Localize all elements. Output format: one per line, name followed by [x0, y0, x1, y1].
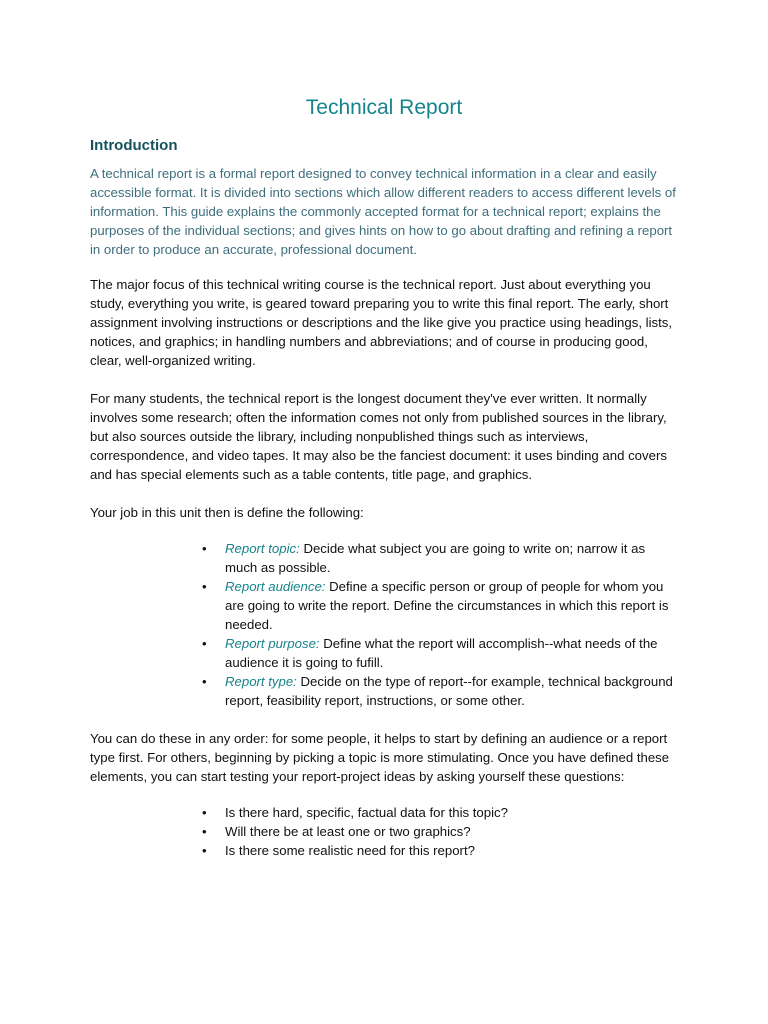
define-list — [90, 539, 678, 710]
list-item-text: Decide on the type of report--for example, technical background report, feasibility report, instructions, or some other. — [225, 674, 673, 708]
list-item — [202, 841, 678, 860]
body-paragraph-2: For many students, the technical report is the longest document they've ever written. It normally involves some research; often the information comes not only from published sources in the library, but also sources outside the library, including nonpublished things such as interviews, correspondence, and video tapes. It may also be the fanciest document: it uses binding and covers and has special elements such as a table contents, title page, and graphics. — [90, 391, 667, 482]
list-item — [202, 822, 678, 841]
list-item-term: Report audience: — [225, 579, 326, 594]
bullet-icon: • — [202, 805, 207, 820]
questions-list — [90, 803, 678, 860]
list-item — [202, 672, 678, 710]
body-paragraph-1: The major focus of this technical writing course is the technical report. Just about everything you study, everything you write, is geared toward preparing you to write this final report. The early, short assignment involving instructions or descriptions and the like give you practice using headings, lists, notices, and graphics; in handling numbers and abbreviations; and of course in producing good, clear, well-organized writing. — [90, 277, 673, 368]
bullet-icon: • — [202, 674, 207, 689]
bullet-icon: • — [202, 579, 207, 594]
list-item — [202, 539, 678, 577]
list-item-text: Define a specific person or group of people for whom you are going to write the report. Define the circumstances in which this report is needed. — [225, 579, 669, 632]
question-text: Is there some realistic need for this report? — [225, 843, 475, 858]
body-paragraph-4: You can do these in any order: for some people, it helps to start by defining an audience or a report type first. For others, beginning by picking a topic is more stimulating. Once you have defined these elements, you can start testing your report-project ideas by asking yourself these questions: — [90, 731, 670, 784]
question-text: Will there be at least one or two graphics? — [225, 824, 471, 839]
bullet-icon: • — [202, 541, 207, 556]
list-item-text: Define what the report will accomplish--what needs of the audience it is going to fufill. — [225, 636, 658, 670]
list-item — [202, 577, 678, 634]
section-heading: Introduction — [90, 137, 178, 154]
list-item-term: Report type: — [225, 674, 297, 689]
list-item-term: Report topic: — [225, 541, 300, 556]
bullet-icon: • — [202, 824, 207, 839]
bullet-icon: • — [202, 843, 207, 858]
list-item-text: Decide what subject you are going to write on; narrow it as much as possible. — [225, 541, 646, 575]
list-item-term: Report purpose: — [225, 636, 320, 651]
page-title: Technical Report — [305, 96, 463, 119]
bullet-icon: • — [202, 636, 207, 651]
list-item — [202, 634, 678, 672]
list-item — [202, 803, 678, 822]
intro-paragraph: A technical report is a formal report designed to convey technical information in a clear and easily accessible format. It is divided into sections which allow different readers to access different levels of information. This guide explains the commonly accepted format for a technical report; explains the purposes of the individual sections; and gives hints on how to go about drafting and refining a report in order to produce an accurate, professional document. — [90, 166, 676, 257]
question-text: Is there hard, specific, factual data for this topic? — [225, 805, 508, 820]
body-paragraph-3: Your job in this unit then is define the following: — [90, 505, 364, 520]
